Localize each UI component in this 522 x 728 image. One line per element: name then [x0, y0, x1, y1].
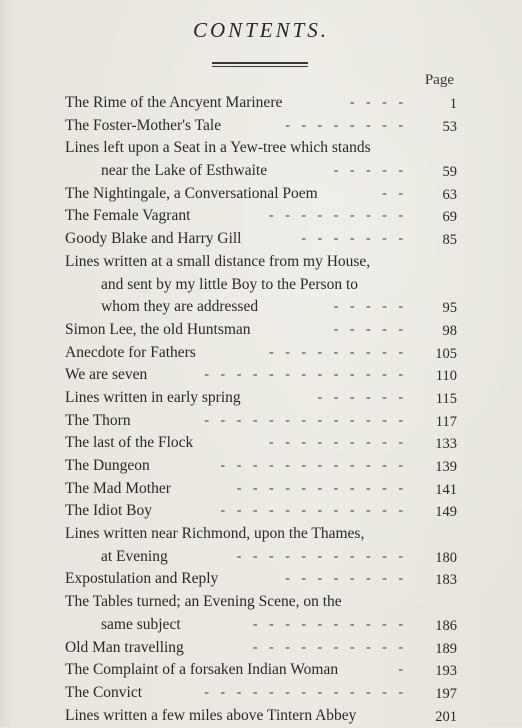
toc-entry-title: Goody Blake and Harry Gill	[65, 230, 242, 248]
toc-entry-continuation	[65, 160, 457, 183]
toc-leader-dashes: - - - - - - - - - -	[252, 616, 407, 632]
toc-page-number: 59	[442, 164, 457, 181]
toc-entry-title: The Rime of the Ancyent Marinere	[65, 94, 283, 111]
toc-entry-title: We are seven	[65, 366, 148, 384]
toc-page-number: 141	[435, 481, 457, 498]
toc-leader-dashes: - - - - - - - - - - - - -	[204, 684, 407, 700]
toc-page-number: 201	[435, 708, 457, 725]
toc-entry	[65, 659, 457, 682]
toc-entry-title: Old Man travelling	[65, 638, 184, 656]
toc-page-number: 186	[435, 617, 457, 634]
toc-entry	[65, 568, 457, 591]
toc-leader-dashes: - - - - - - - - -	[269, 344, 407, 360]
toc-entry	[65, 410, 457, 433]
toc-page-number: 98	[442, 322, 457, 339]
toc-page-number: 139	[435, 459, 457, 475]
toc-entry	[65, 455, 457, 478]
toc-leader-dashes: - - - - - - - - -	[269, 208, 407, 224]
toc-page-number: 149	[435, 504, 457, 521]
toc-entry-title: Anecdote for Fathers	[65, 343, 196, 361]
toc-page-number: 85	[442, 232, 457, 249]
toc-entry	[65, 478, 457, 501]
toc-page-number: 180	[435, 549, 457, 566]
toc-page-number: 189	[435, 640, 457, 657]
toc-entry-continuation	[65, 274, 457, 297]
toc-entry-title: The Complaint of a forsaken Indian Woman	[65, 661, 339, 679]
toc-entry-title: The last of the Flock	[65, 434, 194, 452]
toc-entry-title: The Female Vagrant	[65, 207, 191, 225]
toc-entry	[65, 387, 457, 410]
toc-page-number: 115	[435, 390, 457, 407]
toc-entry-title: Lines written a few miles above Tintern Abbey	[65, 706, 357, 724]
toc-entry	[65, 682, 457, 705]
toc-entry	[65, 523, 457, 546]
toc-entry-title: whom they are addressed	[101, 298, 259, 316]
toc-entry	[65, 205, 457, 228]
toc-page-number: 133	[435, 436, 457, 453]
toc-leader-dashes: - - - - - - - - - - - -	[220, 503, 407, 519]
toc-entry-title: The Foster-Mother's Tale	[65, 116, 222, 134]
toc-leader-dashes: - - - - - - - -	[285, 571, 407, 587]
toc-page-number: 110	[435, 368, 457, 385]
toc-entry-title: The Nightingale, a Conversational Poem	[65, 184, 318, 202]
toc-entry-title: Simon Lee, the old Huntsman	[65, 320, 251, 338]
toc-entry	[65, 183, 457, 206]
toc-entry-title: The Mad Mother	[65, 479, 171, 497]
toc-entry-title: and sent by my little Boy to the Person to	[101, 275, 359, 293]
toc-entry	[65, 591, 457, 614]
toc-leader-dashes: - - - - -	[333, 163, 407, 179]
toc-page-number: 1	[449, 96, 457, 112]
toc-leader-dashes: - -	[382, 185, 407, 201]
toc-entry-title: Lines written near Richmond, upon the Thames,	[65, 525, 365, 543]
toc-leader-dashes: - - - - -	[333, 299, 407, 315]
toc-page-number: 197	[435, 685, 457, 702]
toc-leader-dashes: - - - -	[349, 95, 407, 110]
toc-leader-dashes: - - - - -	[333, 321, 407, 337]
toc-entry	[65, 115, 457, 138]
toc-entry-title: same subject	[101, 615, 181, 633]
toc-entry	[65, 342, 457, 365]
toc-entry	[65, 705, 457, 728]
toc-entry	[65, 364, 457, 387]
page-title: CONTENTS.	[192, 18, 330, 42]
page-column-heading: Page	[424, 72, 454, 88]
toc-entry-continuation	[65, 546, 457, 569]
toc-leader-dashes: - - - - - - - - - - - - -	[204, 412, 407, 428]
title-rule-divider	[212, 62, 308, 67]
toc-entry-title: near the Lake of Esthwaite	[101, 162, 268, 180]
toc-page-number: 63	[442, 186, 457, 203]
toc-page-number: 183	[435, 572, 457, 589]
toc-leader-dashes: - - - - - - - - -	[269, 435, 407, 451]
toc-leader-dashes: -	[398, 662, 407, 678]
toc-entry-title: at Evening	[101, 547, 168, 565]
toc-page-number: 105	[435, 345, 457, 362]
toc-entry	[65, 92, 457, 115]
toc-entry	[65, 319, 457, 342]
toc-entry-title: Lines written at a small distance from my House,	[65, 252, 371, 270]
toc-page-number: 95	[442, 300, 457, 317]
toc-leader-dashes: - - - - - - - - - - - - -	[204, 367, 407, 383]
toc-entry-continuation	[65, 614, 457, 637]
toc-entry	[65, 228, 457, 251]
toc-entry-title: Lines written in early spring	[65, 388, 241, 406]
toc-page-number: 69	[442, 209, 457, 226]
toc-entry-title: The Thorn	[65, 411, 131, 429]
toc-entry-title: Expostulation and Reply	[65, 570, 219, 588]
table-of-contents	[65, 92, 457, 727]
toc-page-number: 193	[435, 663, 457, 680]
toc-leader-dashes: - - - - - - - - - - - -	[220, 458, 407, 473]
toc-entry-title: Lines left upon a Seat in a Yew-tree which stands	[65, 139, 371, 157]
toc-entry	[65, 251, 457, 274]
toc-page-number: 53	[442, 118, 457, 135]
toc-leader-dashes: - - - - - - - - - - -	[236, 548, 407, 564]
toc-leader-dashes: - - - - - - - - - - -	[236, 480, 407, 496]
toc-leader-dashes: - - - - - - - -	[285, 117, 407, 133]
toc-leader-dashes: - - - - - - - - - -	[252, 639, 407, 655]
toc-entry-title: The Dungeon	[65, 457, 150, 474]
toc-leader-dashes: - - - - - -	[317, 389, 407, 405]
toc-page-number: 117	[435, 413, 457, 430]
toc-entry	[65, 432, 457, 455]
toc-leader-dashes: - - - - - - -	[301, 231, 407, 247]
toc-entry	[65, 500, 457, 523]
toc-entry-title: The Idiot Boy	[65, 502, 152, 520]
toc-entry	[65, 137, 457, 160]
toc-entry-title: The Convict	[65, 683, 143, 701]
toc-entry-title: The Tables turned; an Evening Scene, on the	[65, 593, 342, 611]
toc-entry	[65, 637, 457, 660]
toc-entry-continuation	[65, 296, 457, 319]
